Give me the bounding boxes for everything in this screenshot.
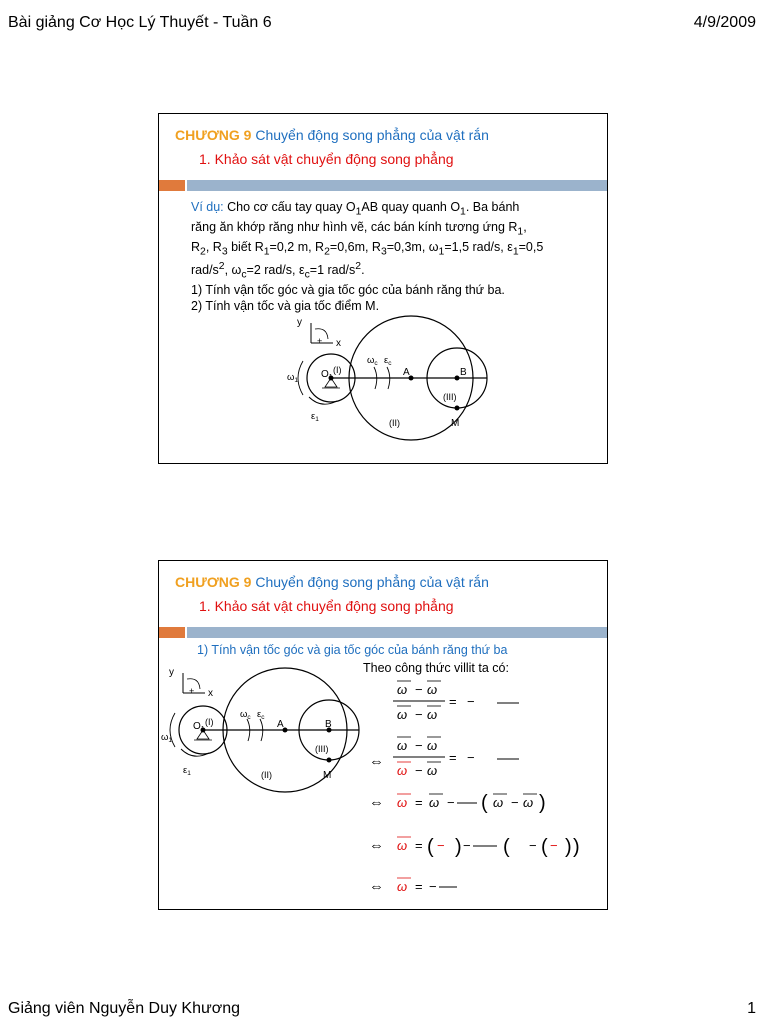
omega-symbol: ω [493,795,504,810]
minus-sign: − [447,795,455,810]
omega-symbol: ω [397,738,408,753]
epsc-label [384,355,392,367]
equivalence-sign: ⇔ [369,878,384,895]
chapter-title: Chuyển động song phẳng của vật rắn [255,574,489,590]
equivalence-sign: ⇔ [369,794,384,811]
slide-2 [158,560,608,910]
omegac-label [240,709,251,721]
example-label: Ví dụ: [191,200,224,214]
omega-symbol: ω [429,795,440,810]
omega-symbol: ω [367,355,375,366]
accent-bar-orange [159,627,185,638]
epsilon-symbol: ε [257,709,262,720]
subscript: 1 [517,226,524,238]
point-m-label: M [451,418,460,429]
section-heading: 1. Khảo sát vật chuyển động song phẳng [199,151,454,167]
o-letter: O [321,369,329,380]
o1-label [193,721,205,733]
equals-sign: = [415,795,423,810]
task-1: 1) Tính vận tốc góc và gia tốc góc của bánh răng thứ ba. [191,283,505,298]
text-run: , [523,219,527,234]
epsilon-symbol: ε [384,355,389,366]
task-heading: 1) Tính vận tốc góc và gia tốc góc của bánh răng thứ ba [197,643,508,657]
text-run: =1,5 rad/s, ε [444,239,513,254]
subscript: 1 [263,246,270,258]
document-header-title: Bài giảng Cơ Học Lý Thuyết - Tuần 6 [8,14,272,31]
o-letter: O [193,721,201,732]
omega-symbol: ω [427,682,438,697]
subscript: 1 [187,770,191,777]
left-paren: ( [541,836,548,858]
right-paren: ) [539,792,546,814]
gear-3-label: (III) [315,744,329,754]
accent-bar-blue [187,180,607,191]
minus-sign-red: − [550,838,558,853]
positive-sign: + [189,686,195,696]
omega1-label [161,732,172,744]
text-run: , ω [224,263,242,278]
minus-sign: − [415,682,423,697]
equals-sign: = [449,750,457,765]
task-2: 2) Tính vận tốc và gia tốc điểm M. [191,298,380,313]
subscript: 1 [294,377,299,384]
y-axis-label: y [297,317,302,328]
point-a-label: A [277,719,284,730]
accent-bar-orange [159,180,185,191]
gear-1-label: (I) [205,717,214,727]
slide-1 [158,113,608,464]
gear-3-label: (III) [443,392,457,402]
chapter-title: Chuyển động song phẳng của vật rắn [255,127,489,143]
minus-sign: − [463,838,471,853]
subscript: c [304,270,310,282]
subscript: 2 [324,246,330,258]
subscript: c [374,360,378,367]
eps1-label [311,411,319,423]
subscript: c [388,360,392,367]
minus-sign: − [467,750,475,765]
omega-symbol: ω [397,682,408,697]
omega-symbol-red: ω [397,763,408,778]
page-number: 1 [747,1000,756,1017]
text-run: =1 rad/s [309,263,356,278]
point-m-label: M [323,770,332,781]
text-run: =2 rad/s, ε [246,263,305,278]
minus-sign: − [415,707,423,722]
equals-sign: = [449,694,457,709]
omega-symbol: ω [427,763,438,778]
omega-symbol: ω [427,707,438,722]
x-axis-label: x [336,338,341,349]
epsc-label [257,709,265,721]
document-header-date: 4/9/2009 [693,14,756,31]
subscript: c [247,714,251,721]
eps1-label [183,765,191,777]
document-footer-lecturer: Giảng viên Nguyễn Duy Khương [8,1000,240,1017]
accent-bar-blue [187,627,607,638]
omega1-arrow [298,361,303,395]
point-a-label: A [403,367,410,378]
omega1-label [287,372,298,384]
gear-mechanism-diagram [281,309,621,449]
formula-intro: Theo công thức villit ta có: [363,661,509,675]
subscript: 1 [355,206,362,218]
equals-sign: = [415,838,423,853]
point-b-label: B [460,367,467,378]
text-run: biết R [227,239,264,254]
gear-1-label: (I) [333,365,342,375]
subscript: 1 [328,374,333,381]
omega-symbol: ω [240,709,248,720]
x-axis-label: x [208,688,213,699]
right-paren: ) [565,836,572,858]
text-run: rad/s [191,263,219,278]
left-paren: ( [503,836,510,858]
minus-sign: − [429,879,437,894]
equivalence-sign: ⇔ [369,837,384,854]
text-run: răng ăn khớp răng như hình vẽ, các bán kính tương ứng R [191,219,518,234]
positive-sign: + [317,336,323,346]
subscript: c [261,714,265,721]
right-paren: ) [455,836,462,858]
minus-sign: − [467,694,475,709]
minus-sign: − [511,795,519,810]
omega-symbol-red: ω [397,879,408,894]
subscript: 3 [221,246,228,258]
omega-symbol: ω [161,732,169,743]
superscript: 2 [218,261,225,273]
epsilon-symbol: ε [183,765,188,776]
text-run: Cho cơ cấu tay quay O [227,200,356,214]
point-b-label: B [325,719,332,730]
willis-formula [369,673,604,898]
text-run: =0,6m, R [329,239,381,254]
omega-symbol-red: ω [397,795,408,810]
right-paren: ) [573,836,580,858]
omega-symbol: ω [397,707,408,722]
chapter-number: CHƯƠNG 9 [175,574,252,590]
point-m [455,406,460,411]
omega-symbol-red: ω [397,838,408,853]
chapter-number: CHƯƠNG 9 [175,127,252,143]
omega-symbol: ω [427,738,438,753]
subscript: 1 [200,726,205,733]
gear-2-label: (II) [261,770,272,780]
subscript: 1 [512,246,519,258]
subscript: 1 [438,246,445,258]
point-b [455,376,460,381]
epsilon-symbol: ε [311,411,316,422]
y-axis-label: y [169,667,174,678]
omega-symbol: ω [523,795,534,810]
minus-sign: − [415,738,423,753]
gear-mechanism-diagram [159,661,369,811]
text-run: , R [205,239,222,254]
subscript: 1 [315,416,319,423]
section-heading: 1. Khảo sát vật chuyển động song phẳng [199,598,454,614]
text-run: =0,5 [518,239,544,254]
chapter-heading [175,127,489,143]
omega-symbol: ω [287,372,295,383]
omegac-label [367,355,378,367]
o1-label [321,369,333,381]
text-run: . [361,263,365,278]
text-run: AB quay quanh O [361,200,461,214]
point-m [327,758,332,763]
subscript: 2 [200,246,206,258]
left-paren: ( [481,792,488,814]
text-run: =0,3m, ω [386,239,439,254]
example-text [191,200,581,314]
left-paren: ( [427,836,434,858]
text-run: R [191,239,201,254]
text-run: . Ba bánh [465,200,520,214]
subscript: 3 [380,246,387,258]
subscript: 1 [460,206,466,218]
subscript: c [241,270,247,282]
text-run: =0,2 m, R [269,239,325,254]
gear-2-label: (II) [389,418,400,428]
minus-sign: − [415,763,423,778]
minus-sign: − [529,838,537,853]
minus-sign-red: − [437,838,445,853]
subscript: 1 [168,737,173,744]
chapter-heading [175,574,489,590]
equals-sign: = [415,879,423,894]
equivalence-sign: ⇔ [369,753,384,770]
superscript: 2 [355,261,362,273]
